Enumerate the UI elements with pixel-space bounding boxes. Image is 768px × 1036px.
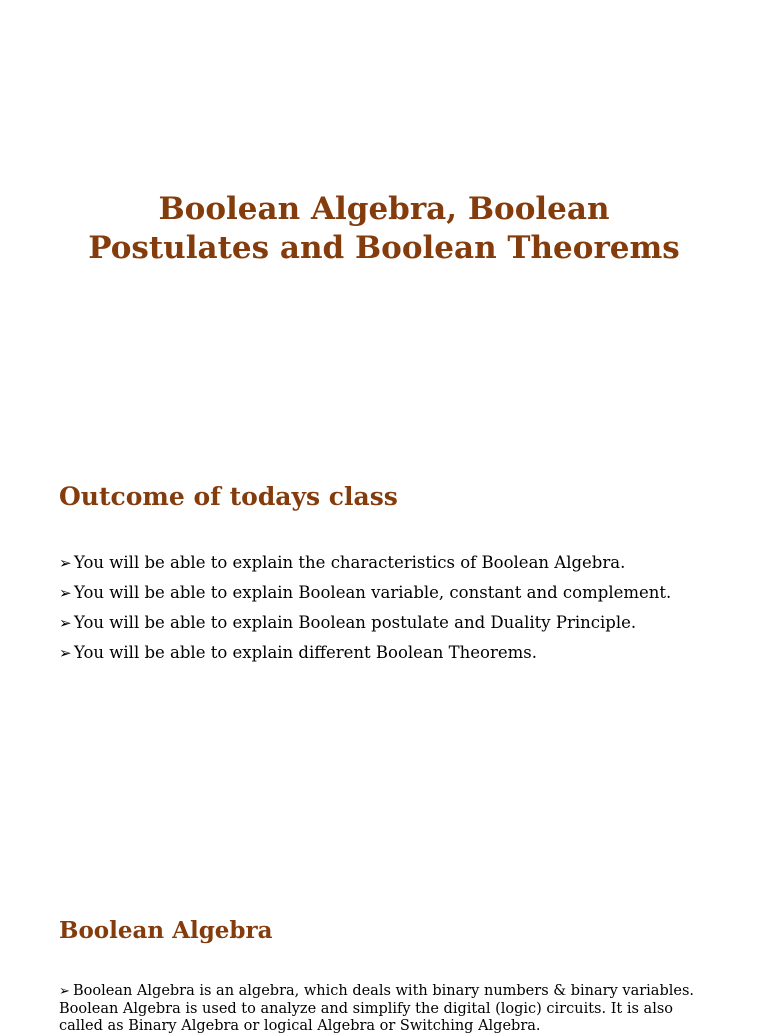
arrow-bullet-icon: ➢ — [59, 984, 70, 999]
slide-title-line-1: Boolean Algebra, Boolean — [158, 191, 610, 227]
list-item — [59, 548, 739, 578]
list-item — [59, 578, 739, 608]
boolean-algebra-heading: Boolean Algebra — [59, 917, 273, 944]
boolean-algebra-paragraph — [59, 983, 719, 1036]
list-item — [59, 608, 739, 638]
list-item — [59, 638, 739, 668]
bullet-text: You will be able to explain Boolean variable, constant and complement. — [74, 583, 672, 602]
outcome-bullet-list — [59, 548, 739, 668]
outcome-heading: Outcome of todays class — [59, 482, 398, 511]
slide-title-line-2: Postulates and Boolean Theorems — [88, 230, 680, 266]
bullet-text: You will be able to explain the characteristics of Boolean Algebra. — [74, 553, 626, 572]
slide-title — [0, 190, 768, 268]
arrow-bullet-icon: ➢ — [59, 584, 72, 602]
arrow-bullet-icon: ➢ — [59, 644, 72, 662]
arrow-bullet-icon: ➢ — [59, 614, 72, 632]
bullet-text: You will be able to explain different Boolean Theorems. — [74, 643, 537, 662]
bullet-text: You will be able to explain Boolean postulate and Duality Principle. — [74, 613, 637, 632]
paragraph-text: Boolean Algebra is an algebra, which deals with binary numbers & binary variables. Boolean Algebra is used to analyze and simplify the digital (logic) circuits. It is also called as Binary Algebra or logical Algebra or Switching Algebra. — [59, 983, 695, 1034]
arrow-bullet-icon: ➢ — [59, 554, 72, 572]
